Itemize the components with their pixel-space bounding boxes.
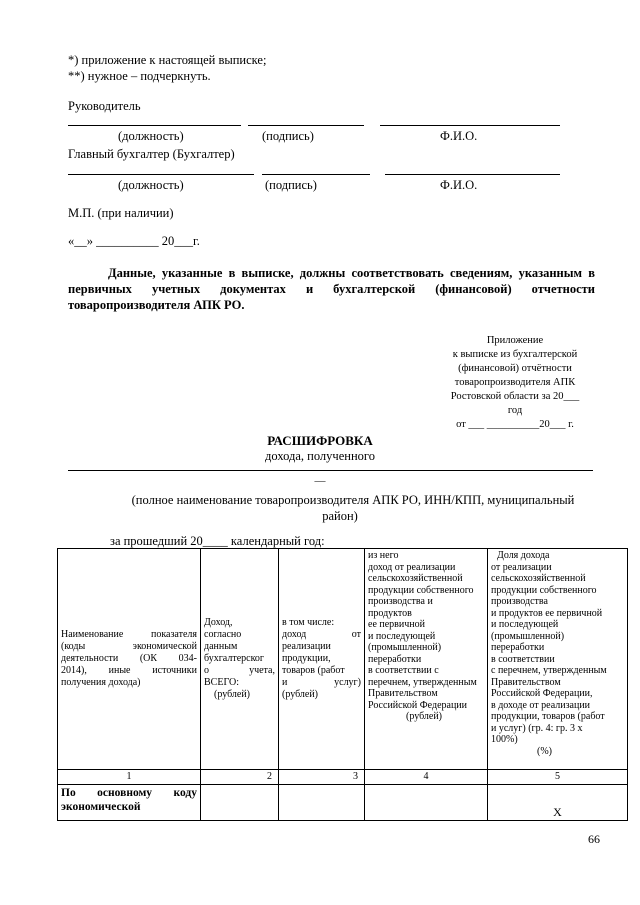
header-text: перечнем, утвержденным <box>368 676 477 688</box>
header-text: Российской Федерации, <box>491 688 593 699</box>
header-text: от реализации <box>491 561 552 573</box>
header-text: согласно <box>204 629 242 640</box>
header-text: производства и <box>368 596 433 607</box>
header-total-income <box>201 549 279 770</box>
header-text: в доходе от реализации <box>491 699 591 711</box>
header-text: Российской Федерации <box>368 699 468 711</box>
table-cell-empty <box>279 784 365 820</box>
header-text: (коды экономической <box>61 641 197 652</box>
header-text: продукции собственного <box>368 584 474 596</box>
appendix-block <box>420 334 610 432</box>
header-text: продукции, товаров (работ <box>491 711 605 722</box>
header-text: получения дохода) <box>61 677 141 688</box>
header-text: (%) <box>537 745 552 757</box>
header-text: 2014), иные источники <box>61 665 197 676</box>
appendix-line: товаропроизводителя АПК <box>454 377 576 388</box>
row-label-text: экономической <box>61 800 141 813</box>
table-cell-empty <box>365 784 488 820</box>
page-subtitle: дохода, полученного <box>265 449 375 463</box>
column-number: 3 <box>279 770 365 785</box>
footnote-1: *) приложение к настоящей выписке; <box>68 53 267 67</box>
row-label-text: По основному коду <box>61 786 197 799</box>
head-name-caption: Ф.И.О. <box>440 129 478 143</box>
organization-caption-1: (полное наименование товаропроизводителя АПК РО, ИНН/КПП, муниципальный <box>131 493 575 507</box>
header-text: продукции, <box>282 653 331 664</box>
header-text: Наименование показателя <box>61 629 197 640</box>
header-text: (промышленной) <box>368 642 442 653</box>
appendix-line: год <box>507 405 523 416</box>
row-label-main-activity <box>58 784 201 820</box>
header-sales-income <box>279 549 365 770</box>
stamp-label: М.П. (при наличии) <box>68 206 174 220</box>
table-header-row <box>58 549 628 770</box>
appendix-line: к выписке из бухгалтерской <box>452 349 578 360</box>
header-text: продукции собственного <box>491 584 597 596</box>
chief-accountant-label: Главный бухгалтер (Бухгалтер) <box>68 147 235 161</box>
header-agri-income-share <box>488 549 628 770</box>
header-text: Правительством <box>368 688 438 699</box>
notice-line-3: товаропроизводителя АПК РО. <box>68 298 245 312</box>
header-text: ее первичной <box>368 619 425 630</box>
appendix-line: (финансовой) отчётности <box>458 363 572 374</box>
header-text: 100%) <box>491 734 518 745</box>
header-text: с перечнем, утвержденным <box>491 665 607 676</box>
table-cell-empty <box>201 784 279 820</box>
header-text: и услуг) <box>282 677 361 688</box>
header-text: реализации <box>282 641 331 652</box>
header-text: товаров (работ <box>282 665 345 676</box>
header-indicator-name <box>58 549 201 770</box>
header-text: данным <box>204 641 238 652</box>
header-text: Доход, <box>204 617 233 628</box>
accountant-signature-line <box>262 174 370 175</box>
underline-marker: __ <box>314 471 326 483</box>
header-text: переработки <box>491 642 545 653</box>
accountant-position-caption: (должность) <box>118 178 184 192</box>
header-text: и продуктов ее первичной <box>491 607 603 619</box>
accountant-name-caption: Ф.И.О. <box>440 178 478 192</box>
header-text: и последующей <box>368 630 436 642</box>
header-text: о учета, <box>204 665 275 676</box>
page-title: РАСШИФРОВКА <box>267 433 373 448</box>
header-text: (рублей) <box>282 689 319 700</box>
appendix-line: Приложение <box>486 335 544 346</box>
accountant-name-line <box>385 174 560 175</box>
head-position-caption: (должность) <box>118 129 184 143</box>
header-text: доход от реализации <box>368 561 456 573</box>
column-number-row <box>58 770 628 785</box>
header-text: бухгалтерског <box>204 653 265 664</box>
header-text: переработки <box>368 653 422 665</box>
header-text: в соответствии с <box>368 665 439 676</box>
header-text: и услуг) (гр. 4: гр. 3 х <box>491 722 583 734</box>
header-text: в том числе: <box>282 617 335 628</box>
header-text: (рублей) <box>214 689 251 700</box>
head-signature-line <box>248 125 364 126</box>
date-line: «__» __________ 20___г. <box>68 234 200 248</box>
header-text: и последующей <box>491 619 559 630</box>
footnote-2: **) нужное – подчеркнуть. <box>68 69 211 83</box>
accountant-position-line <box>68 174 254 175</box>
header-text: в соответствии <box>491 653 555 665</box>
header-text: (рублей) <box>406 711 443 722</box>
notice-line-1: Данные, указанные в выписке, должны соответствовать сведениям, указанным в <box>108 266 595 280</box>
head-signature-caption: (подпись) <box>262 129 314 143</box>
header-text: (промышленной) <box>491 630 565 642</box>
column-number: 5 <box>488 770 628 785</box>
notice-line-2: первичных учетных документах и бухгалтерской (финансовой) отчетности <box>68 282 595 296</box>
column-number: 2 <box>201 770 279 785</box>
header-text: продуктов <box>368 607 412 619</box>
row-cell-share: Х <box>488 784 628 820</box>
header-text: ВСЕГО: <box>204 677 239 688</box>
table-row <box>58 784 628 820</box>
header-text: сельскохозяйственной <box>368 573 463 584</box>
page-number: 66 <box>588 832 600 846</box>
appendix-line: Ростовской области за 20___ <box>450 391 580 402</box>
header-agri-income <box>365 549 488 770</box>
appendix-line: от ___ __________20___ г. <box>456 419 574 430</box>
data-notice <box>68 265 595 313</box>
header-text: Доля дохода <box>497 550 550 561</box>
head-position-line <box>68 125 241 126</box>
header-text: Правительством <box>491 676 561 688</box>
accountant-signature-caption: (подпись) <box>265 178 317 192</box>
header-text: деятельности (ОК 034- <box>61 653 197 664</box>
header-text: из него <box>368 550 399 561</box>
header-text: производства <box>491 596 548 607</box>
period-line: за прошедший 20____ календарный год: <box>110 534 325 548</box>
column-number: 1 <box>58 770 201 785</box>
header-text: сельскохозяйственной <box>491 573 586 584</box>
header-text: доход от <box>282 629 361 640</box>
organization-caption-2: район) <box>322 509 358 523</box>
column-number: 4 <box>365 770 488 785</box>
income-breakdown-table <box>57 548 628 821</box>
head-label: Руководитель <box>68 99 141 113</box>
head-name-line <box>380 125 560 126</box>
